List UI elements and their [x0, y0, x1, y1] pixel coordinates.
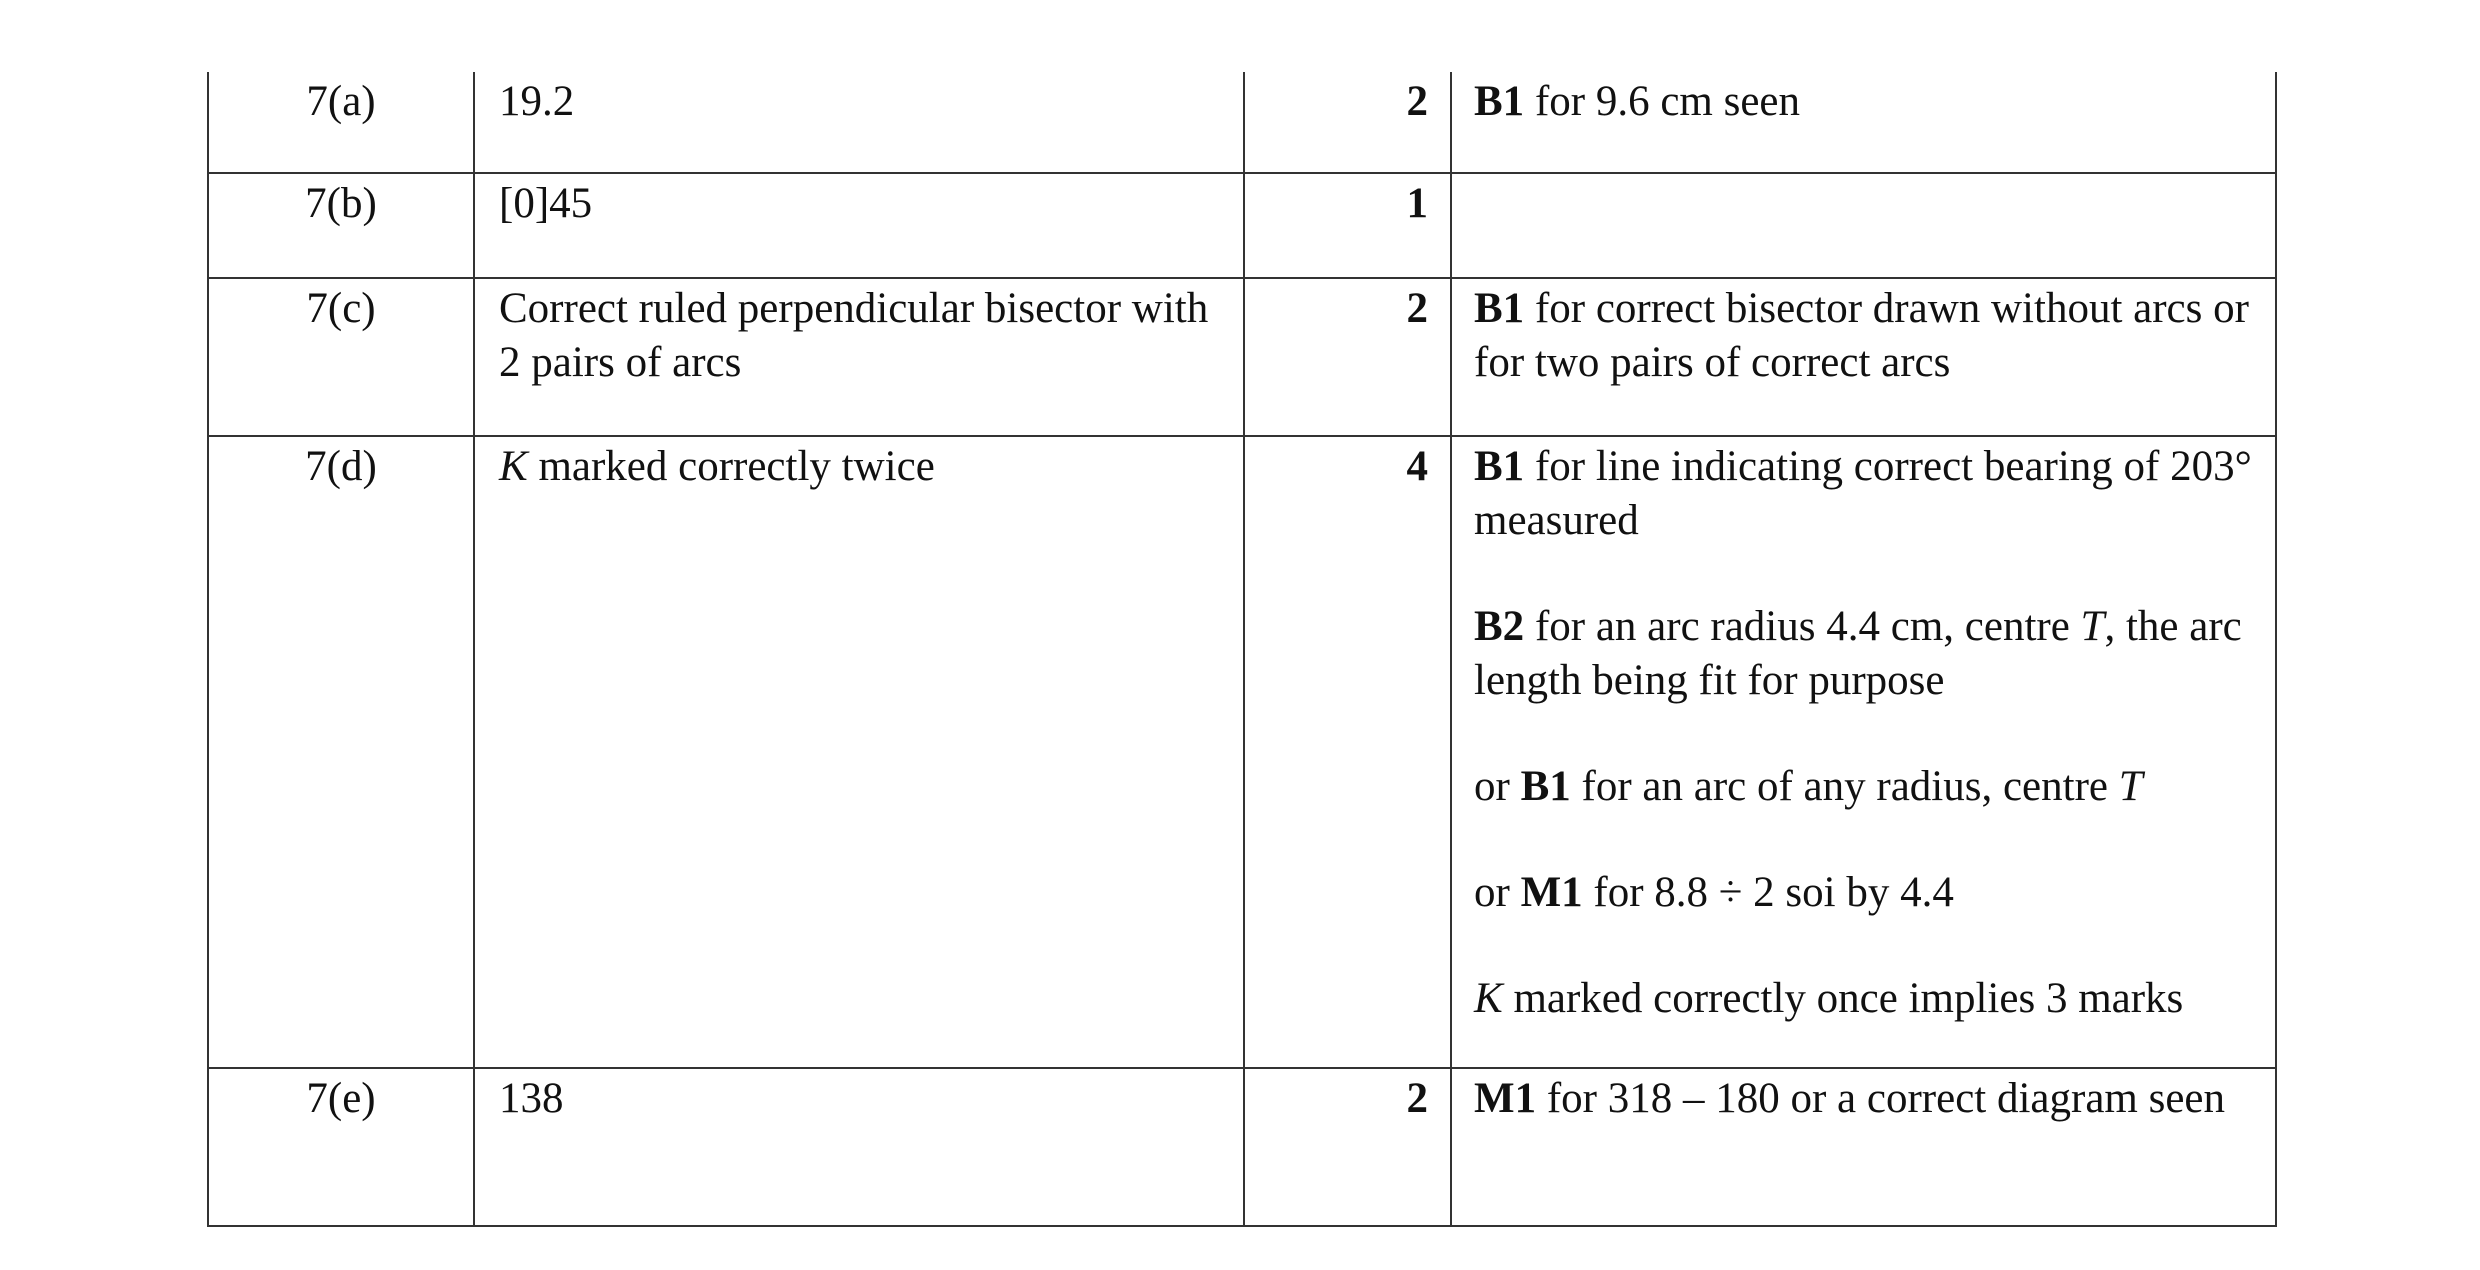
note-italic: T: [2118, 763, 2143, 810]
note-text: for an arc radius 4.4 cm, centre: [1524, 603, 2081, 650]
mark-scheme-table: [207, 72, 2277, 1227]
mark-code: B1: [1474, 78, 1525, 125]
marks-cell: 1: [1244, 173, 1451, 278]
guidance-note: [1474, 1072, 2255, 1126]
note-italic: T: [2080, 603, 2105, 650]
mark-code: B1: [1520, 763, 1571, 810]
note-text: for an arc of any radius, centre: [1570, 763, 2119, 810]
table-row: [208, 436, 2276, 1068]
mark-code: M1: [1474, 1075, 1537, 1122]
answer-cell: [0]45: [474, 173, 1244, 278]
guidance-note: [1474, 600, 2255, 708]
answer-italic: K: [499, 443, 528, 490]
question-number: 7(e): [208, 1068, 474, 1226]
marks-cell: 2: [1244, 72, 1451, 173]
note-prefix: or: [1474, 869, 1521, 916]
guidance-notes: [1451, 436, 2276, 1068]
guidance-note: [1474, 866, 2255, 920]
note-prefix: or: [1474, 763, 1521, 810]
guidance-note: [1474, 760, 2255, 814]
guidance-notes: [1451, 72, 2276, 173]
table-row: [208, 1068, 2276, 1226]
question-number: 7(a): [208, 72, 474, 173]
note-italic: K: [1474, 975, 1503, 1022]
mark-code: B1: [1474, 443, 1525, 490]
guidance-note: [1474, 440, 2255, 548]
question-number: 7(c): [208, 278, 474, 436]
note-text: for 8.8 ÷ 2 soi by 4.4: [1582, 869, 1954, 916]
guidance-notes: [1451, 173, 2276, 278]
answer-cell: Correct ruled perpendicular bisector with 2 pairs of arcs: [474, 278, 1244, 436]
table-row: [208, 173, 2276, 278]
note-text: , the arc length being fit for purpose: [1474, 603, 2242, 704]
table-row: [208, 72, 2276, 173]
question-number: 7(b): [208, 173, 474, 278]
answer-cell: 19.2: [474, 72, 1244, 173]
answer-cell: [474, 436, 1244, 1068]
note-text: for 318 – 180 or a correct diagram seen: [1536, 1075, 2226, 1122]
guidance-notes: [1451, 278, 2276, 436]
mark-code: B1: [1474, 285, 1525, 332]
table-row: [208, 278, 2276, 436]
marks-cell: 4: [1244, 436, 1451, 1068]
marks-cell: 2: [1244, 1068, 1451, 1226]
question-number: 7(d): [208, 436, 474, 1068]
note-text: for 9.6 cm seen: [1524, 78, 1801, 125]
mark-code: B2: [1474, 603, 1525, 650]
answer-cell: 138: [474, 1068, 1244, 1226]
note-text: marked correctly once implies 3 marks: [1502, 975, 2184, 1022]
guidance-note: [1474, 972, 2255, 1026]
note-text: for line indicating correct bearing of 203° measured: [1474, 443, 2252, 544]
answer-text: marked correctly twice: [527, 443, 935, 490]
note-text: for correct bisector drawn without arcs or for two pairs of correct arcs: [1474, 285, 2249, 386]
marks-cell: 2: [1244, 278, 1451, 436]
guidance-note: [1474, 75, 2255, 129]
mark-code: M1: [1520, 869, 1583, 916]
guidance-notes: [1451, 1068, 2276, 1226]
guidance-note: [1474, 282, 2255, 390]
